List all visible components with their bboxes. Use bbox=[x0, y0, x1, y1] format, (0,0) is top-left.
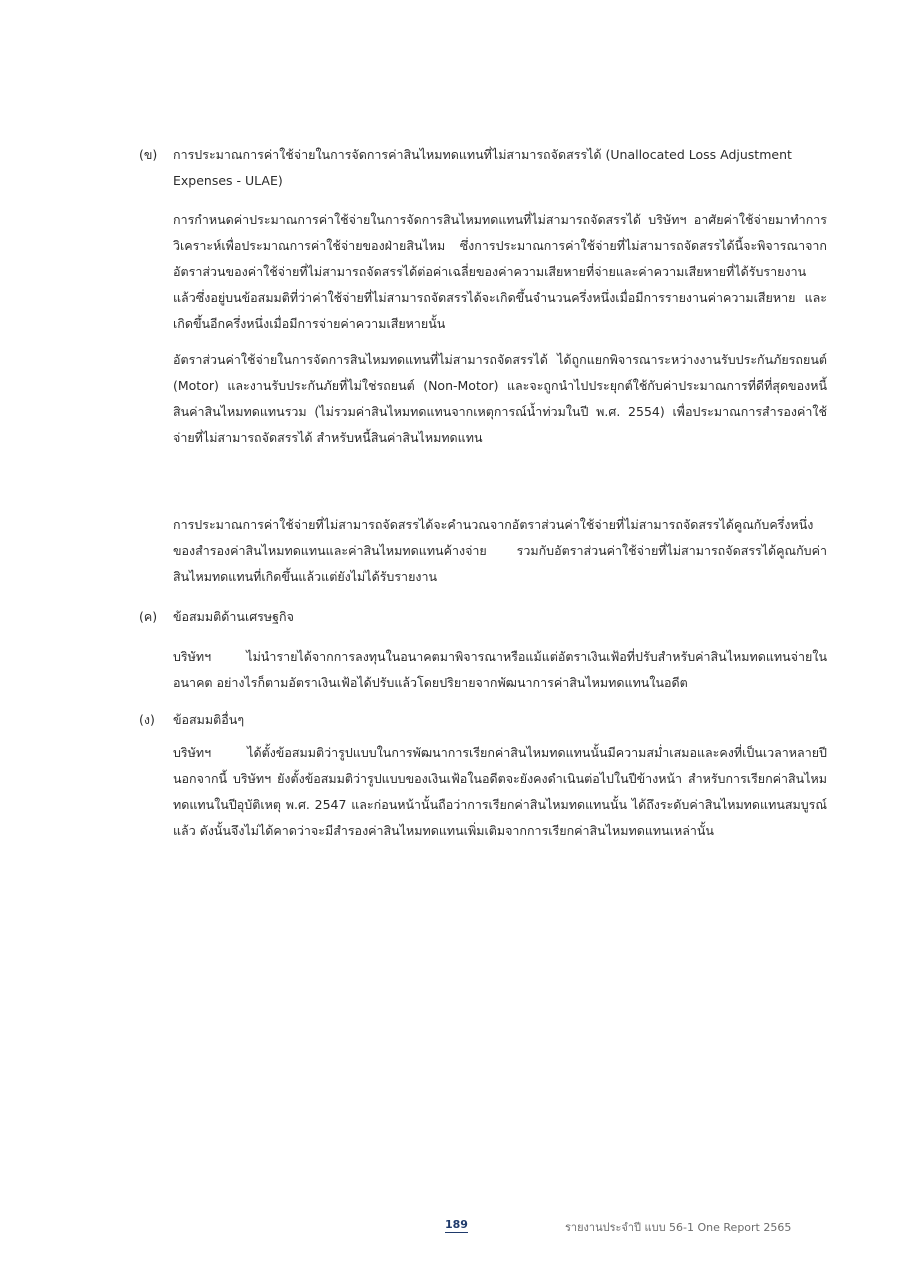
section-marker: (ข) bbox=[139, 147, 158, 162]
paragraph: อัตราส่วนค่าใช้จ่ายในการจัดการสินไหมทดแทนที่ไม่สามารถจัดสรรได้ ได้ถูกแยกพิจารณาระหว่างงานรับประกันภัยรถยนต์ (Motor) และงานรับประกันภัยที่ไม่ใช่รถยนต์ (Non-Motor) และจะถูกนำไปประยุกต์ใช้กับค่าประมาณการที่ดีที่สุดของหนี้สินค่าสินไหมทดแทนรวม (ไม่รวมค่าสินไหมทดแทนจากเหตุการณ์น้ำท่วมในปี พ.ศ. 2554) เพื่อประมาณการสำรองค่าใช้จ่ายที่ไม่สามารถจัดสรรได้ สำหรับหนี้สินค่าสินไหมทดแทน bbox=[173, 352, 827, 445]
paragraph: บริษัทฯ ไม่นำรายได้จากการลงทุนในอนาคตมาพิจารณาหรือแม้แต่อัตราเงินเฟ้อที่ปรับสำหรับค่าสินไหมทดแทนจ่ายในอนาคต อย่างไรก็ตามอัตราเงินเฟ้อได้ปรับแล้วโดยปริยายจากพัฒนาการค่าสินไหมทดแทนในอดีต bbox=[173, 649, 827, 690]
section-heading: ข้อสมมติอื่นๆ bbox=[173, 712, 245, 727]
section-heading: การประมาณการค่าใช้จ่ายในการจัดการค่าสินไหมทดแทนที่ไม่สามารถจัดสรรได้ (Unallocated Loss Adjustment Expenses - ULAE) bbox=[173, 147, 792, 188]
report-title: รายงานประจำปี แบบ 56-1 One Report 2565 bbox=[565, 1221, 792, 1234]
paragraph: การประมาณการค่าใช้จ่ายที่ไม่สามารถจัดสรรได้จะคำนวณจากอัตราส่วนค่าใช้จ่ายที่ไม่สามารถจัดสรรได้คูณกับครึ่งหนึ่งของสำรองค่าสินไหมทดแทนและค่าสินไหมทดแทนค้างจ่าย รวมกับอัตราส่วนค่าใช้จ่ายที่ไม่สามารถจัดสรรได้คูณกับค่าสินไหมทดแทนที่เกิดขึ้นแล้วแต่ยังไม่ได้รับรายงาน bbox=[173, 517, 827, 584]
section-marker: (ค) bbox=[139, 609, 158, 624]
page-number: 189 bbox=[445, 1218, 468, 1231]
section-marker: (ง) bbox=[139, 712, 155, 727]
paragraph: บริษัทฯ ได้ตั้งข้อสมมติว่ารูปแบบในการพัฒนาการเรียกค่าสินไหมทดแทนนั้นมีความสม่ำเสมอและคงที่เป็นเวลาหลายปี นอกจากนี้ บริษัทฯ ยังตั้งข้อสมมติว่ารูปแบบของเงินเฟ้อในอดีตจะยังคงดำเนินต่อไปในปีข้างหน้า สำหรับการเรียกค่าสินไหมทดแทนในปีอุบัติเหตุ พ.ศ. 2547 และก่อนหน้านั้นถือว่าการเรียกค่าสินไหมทดแทนนั้น ได้ถึงระดับค่าสินไหมทดแทนสมบูรณ์แล้ว ดังนั้นจึงไม่ได้คาดว่าจะมีสำรองค่าสินไหมทดแทนเพิ่มเติมจากการเรียกค่าสินไหมทดแทนเหล่านั้น bbox=[173, 745, 827, 838]
section-heading: ข้อสมมติด้านเศรษฐกิจ bbox=[173, 609, 294, 624]
paragraph: การกำหนดค่าประมาณการค่าใช้จ่ายในการจัดการสินไหมทดแทนที่ไม่สามารถจัดสรรได้ บริษัทฯ อาศัยค่าใช้จ่ายมาทำการวิเคราะห์เพื่อประมาณการค่าใช้จ่ายของฝ่ายสินไหม ซึ่งการประมาณการค่าใช้จ่ายที่ไม่สามารถจัดสรรได้นี้จะพิจารณาจากอัตราส่วนของค่าใช้จ่ายที่ไม่สามารถจัดสรรได้ต่อค่าเฉลี่ยของค่าความเสียหายที่จ่ายและค่าความเสียหายที่ได้รับรายงานแล้วซึ่งอยู่บนข้อสมมติที่ว่าค่าใช้จ่ายที่ไม่สามารถจัดสรรได้จะเกิดขึ้นจำนวนครึ่งหนึ่งเมื่อมีการรายงานค่าความเสียหาย และเกิดขึ้นอีกครึ่งหนึ่งเมื่อมีการจ่ายค่าความเสียหายนั้น bbox=[173, 212, 827, 331]
